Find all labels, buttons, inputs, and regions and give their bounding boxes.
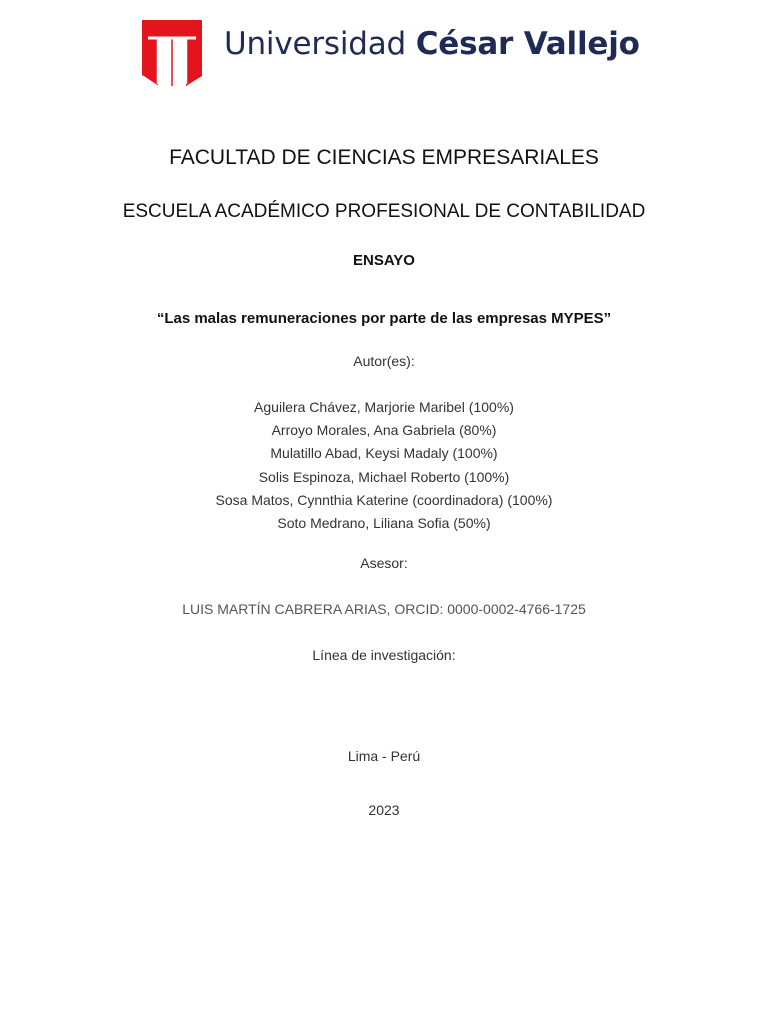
author-item: Mulatillo Abad, Keysi Madaly (100%): [270, 445, 498, 462]
essay-title: “Las malas remuneraciones por parte de las empresas MYPES”: [156, 310, 612, 327]
author-item: Aguilera Chávez, Marjorie Maribel (100%): [254, 399, 514, 415]
logo-wordmark: [224, 24, 640, 64]
logo-word-regular: Universidad: [224, 26, 407, 62]
author-item: Sosa Matos, Cynnthia Katerine (coordinadora) (100%): [215, 491, 553, 508]
author-item: Solis Espinoza, Michael Roberto (100%): [258, 468, 510, 485]
author-item: Soto Medrano, Liliana Sofia (50%): [277, 515, 491, 532]
year: 2023: [368, 802, 400, 818]
advisor-name: LUIS MARTÍN CABRERA ARIAS, ORCID: 0000-0002-4766-1725: [182, 601, 586, 617]
shield-icon: [140, 18, 204, 88]
authors-label: Autor(es):: [353, 353, 415, 369]
document-type: ENSAYO: [353, 252, 415, 269]
author-item: Arroyo Morales, Ana Gabriela (80%): [271, 422, 497, 439]
place: Lima - Perú: [347, 748, 421, 764]
faculty-heading: FACULTAD DE CIENCIAS EMPRESARIALES: [169, 146, 599, 169]
authors-list: [0, 396, 768, 535]
logo-word-bold: César Vallejo: [415, 26, 640, 62]
university-logo: [140, 18, 660, 88]
research-line-label: Línea de investigación:: [312, 647, 456, 663]
school-heading: ESCUELA ACADÉMICO PROFESIONAL DE CONTABILIDAD: [122, 201, 646, 222]
advisor-label: Asesor:: [360, 555, 408, 571]
